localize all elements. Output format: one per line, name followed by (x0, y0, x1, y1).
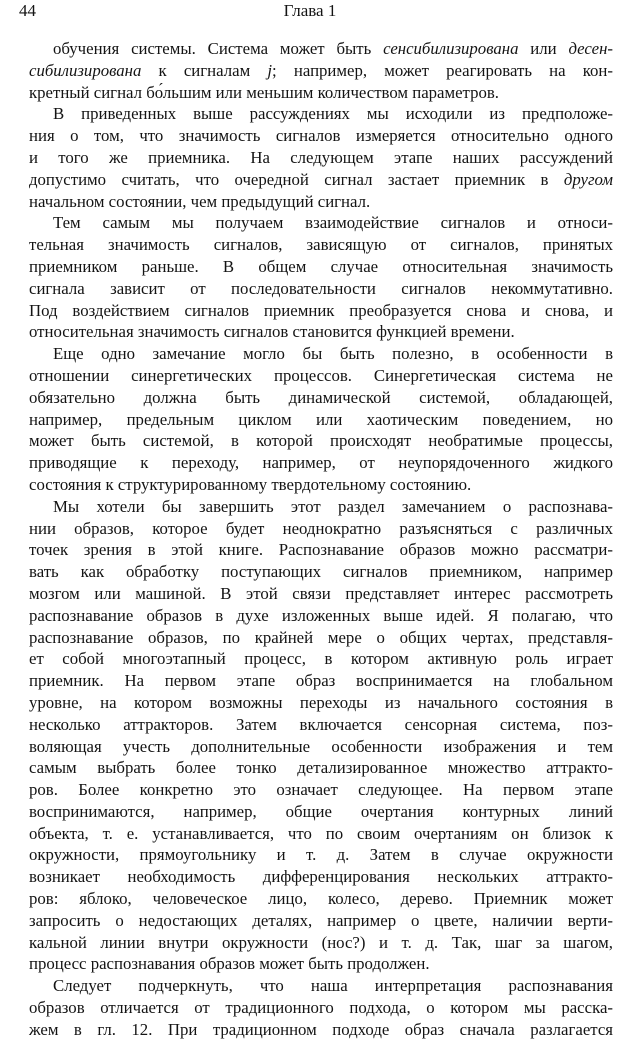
text-line (29, 452, 613, 474)
text-run: обучения системы. Система может быть (53, 39, 384, 58)
text-line (29, 757, 613, 779)
text-line (29, 823, 613, 845)
text-run: ров. Более конкретно это означает следующее. На первом этапе (29, 780, 613, 800)
text-run: Тем самым мы получаем взаимодействие сигналов и относи- (53, 213, 613, 233)
text-run: и того же приемника. На следующем этапе наших рассуждений (29, 147, 613, 167)
text-run: начальном состоянии, чем предыдущий сигнал. (29, 191, 371, 211)
running-head-chapter: Глава 1 (283, 1, 337, 20)
text-run: ния о том, что значимость сигналов измеряется относительно одного (29, 126, 613, 146)
text-run: запросить о недостающих деталях, например о цвете, наличии верти- (29, 910, 613, 930)
text-run: сигнала зависит от последовательности сигналов некоммутативно. (29, 278, 613, 298)
text-line (29, 300, 613, 322)
text-line (29, 125, 613, 147)
italic-text: другом (563, 169, 613, 189)
text-line (29, 801, 613, 823)
text-run: относительная значимость сигналов становится функцией времени. (29, 322, 515, 342)
text-run: несколько аттракторов. Затем включается сенсорная система, поз- (29, 714, 613, 734)
paragraph (29, 975, 613, 1040)
text-line (29, 212, 613, 234)
text-run: приемник. На первом этапе образ воспринимается на глобальном (29, 671, 613, 691)
text-run: уровне, на котором возможны переходы из начального состояния в (29, 692, 613, 712)
paragraph (29, 343, 613, 496)
italic-text: сибилизирована (29, 60, 142, 80)
text-run: образов отличается от традиционного подхода, о котором мы расска- (29, 998, 613, 1018)
text-line (29, 692, 613, 714)
text-run: воляющая учесть дополнительные особенности изображения и тем (29, 736, 613, 756)
text-line (29, 147, 613, 169)
text-line (29, 256, 613, 278)
text-run: окружности, прямоугольнику и т. д. Затем в случае окружности (29, 845, 613, 865)
paragraph (29, 103, 613, 212)
text-run: Еще одно замечание могло бы быть полезно, в особенности в (53, 344, 613, 364)
text-run: самым выбрать более тонко детализированное множество аттракто- (29, 758, 613, 778)
text-line (29, 539, 613, 561)
text-line (29, 866, 613, 888)
text-run: вать как обработку поступающих сигналов приемником, например (29, 562, 613, 582)
text-line (29, 103, 613, 125)
text-line (29, 409, 613, 431)
text-line (29, 474, 613, 496)
text-run: точек зрения в этой книге. Распознавание образов можно рассматри- (29, 540, 613, 560)
text-run: воспринимаются, например, общие очертания контурных линий (29, 801, 613, 821)
text-line (29, 496, 613, 518)
text-line (29, 430, 613, 452)
text-line (29, 648, 613, 670)
text-line (29, 736, 613, 758)
text-line (29, 932, 613, 954)
text-line (29, 321, 613, 343)
italic-text: десен- (568, 39, 613, 58)
text-line (29, 910, 613, 932)
text-line (29, 627, 613, 649)
text-line (29, 82, 613, 104)
page-number: 44 (19, 1, 36, 20)
text-run: жем в гл. 12. При традиционном подходе образ сначала разлагается (29, 1019, 613, 1039)
text-run: В приведенных выше рассуждениях мы исходили из предположе- (53, 104, 613, 124)
text-line (29, 975, 613, 997)
paragraph (29, 38, 613, 103)
text-line (29, 714, 613, 736)
text-run: отношении синергетических процессов. Синергетическая система не (29, 365, 613, 385)
text-line (29, 38, 613, 60)
text-run: ; например, может реагировать на кон- (272, 60, 613, 80)
text-line (29, 605, 613, 627)
text-line (29, 169, 613, 191)
body-text (29, 38, 613, 1041)
text-line (29, 191, 613, 213)
text-line (29, 234, 613, 256)
text-line (29, 343, 613, 365)
text-run: нии образов, которое будет неоднократно разъясняться с различных (29, 518, 613, 538)
text-run: допустимо считать, что очередной сигнал застает приемник в (29, 169, 564, 189)
text-run: Под воздействием сигналов приемник преобразуется снова и снова, и (29, 300, 613, 320)
text-run: например, предельным циклом или хаотическим поведением, но (29, 409, 613, 429)
text-line (29, 561, 613, 583)
text-line (29, 60, 613, 82)
italic-text: сенсибилизирована (383, 39, 519, 58)
text-run: или (518, 39, 569, 58)
text-run: распознавание образов в духе изложенных выше идей. Я полагаю, что (29, 605, 613, 625)
text-line (29, 953, 613, 975)
paragraph (29, 496, 613, 976)
text-run: кальной линии внутри окружности (нос?) и т. д. Так, шаг за шагом, (29, 932, 613, 952)
text-line (29, 583, 613, 605)
text-run: Следует подчеркнуть, что наша интерпретация распознавания (53, 976, 613, 996)
text-line (29, 997, 613, 1019)
text-line (29, 888, 613, 910)
text-run: мозгом или машиной. В этой связи представляет интерес рассмотреть (29, 583, 613, 603)
paragraph (29, 212, 613, 343)
text-run: приемником раньше. В общем случае относительная значимость (29, 256, 613, 276)
text-line (29, 1019, 613, 1041)
text-run: состояния к структурированному твердотельному состоянию. (29, 474, 472, 494)
text-line (29, 779, 613, 801)
text-line (29, 387, 613, 409)
text-run: тельная значимость сигналов, зависящую от сигналов, принятых (29, 235, 613, 255)
text-run: процесс распознавания образов может быть продолжен. (29, 954, 430, 974)
text-run: ров: яблоко, человеческое лицо, колесо, дерево. Приемник может (29, 889, 613, 909)
text-line (29, 365, 613, 387)
text-run: ет собой многоэтапный процесс, в котором активную роль играет (29, 649, 613, 669)
italic-text: j (267, 60, 273, 80)
text-line (29, 844, 613, 866)
text-run: обязательно должна быть динамической системой, обладающей, (29, 387, 613, 407)
text-run: возникает необходимость дифференцирования нескольких аттракто- (29, 867, 613, 887)
text-line (29, 670, 613, 692)
text-run: объекта, т. е. устанавливается, что по своим очертаниям он близок к (29, 823, 613, 843)
text-run: распознавание образов, по крайней мере о общих чертах, представля- (29, 627, 613, 647)
text-run: может быть системой, в которой происходят необратимые процессы, (29, 431, 613, 451)
text-line (29, 518, 613, 540)
text-line (29, 278, 613, 300)
text-run: кретный сигнал бо́льшим или меньшим количеством параметров. (29, 82, 499, 102)
text-run: Мы хотели бы завершить этот раздел замечанием о распознава- (53, 496, 613, 516)
text-run: приводящие к переходу, например, от неупорядоченного жидкого (29, 453, 613, 473)
text-run: к сигналам (141, 60, 268, 80)
